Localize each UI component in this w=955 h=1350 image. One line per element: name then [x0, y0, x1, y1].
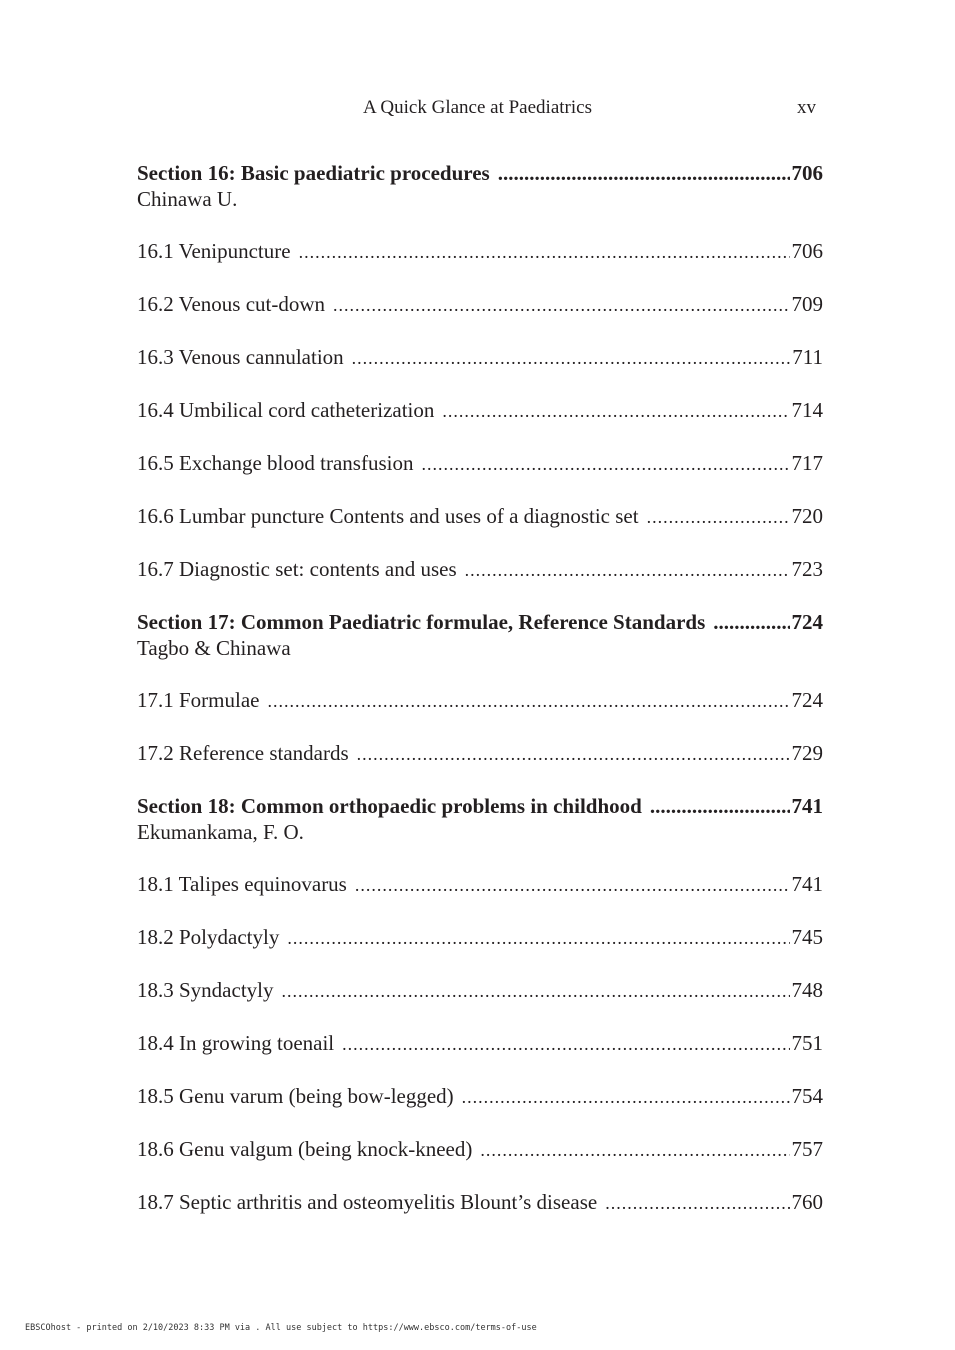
- toc-section: [137, 793, 823, 845]
- toc-entry: [137, 1083, 823, 1110]
- page-number: 717: [791, 451, 823, 475]
- dot-leader: [299, 239, 790, 265]
- toc-row: [137, 977, 823, 1004]
- entry-title: 16.1 Venipuncture: [137, 239, 291, 263]
- toc-entry: [137, 503, 823, 530]
- toc-row: [137, 238, 823, 265]
- section-title: Section 16: Basic paediatric procedures: [137, 161, 490, 185]
- dot-leader: [352, 345, 791, 371]
- page-number: 720: [791, 504, 823, 528]
- dot-leader: [355, 872, 790, 898]
- dot-leader: [421, 451, 789, 477]
- toc-entry: [137, 687, 823, 714]
- footer-notice: EBSCOhost - printed on 2/10/2023 8:33 PM via . All use subject to https://www.ebsco.com/terms-of-use: [25, 1323, 537, 1333]
- section-author: Tagbo & Chinawa: [137, 636, 291, 660]
- running-header-page-number: xv: [797, 97, 816, 118]
- page-number: 711: [792, 345, 823, 369]
- entry-title: 18.2 Polydactyly: [137, 925, 280, 949]
- toc-row: [137, 291, 823, 318]
- page-number: 760: [791, 1190, 823, 1214]
- dot-leader: [442, 398, 789, 424]
- entry-title: 18.5 Genu varum (being bow-legged): [137, 1084, 454, 1108]
- toc-entry: [137, 291, 823, 318]
- dot-leader: [498, 160, 790, 186]
- page-number: 757: [791, 1137, 823, 1161]
- section-title: Section 18: Common orthopaedic problems in childhood: [137, 794, 642, 818]
- page-number: 729: [791, 741, 823, 765]
- toc-entry: [137, 238, 823, 265]
- toc-entry: [137, 1136, 823, 1163]
- entry-title: 16.6 Lumbar puncture Contents and uses of a diagnostic set: [137, 504, 639, 528]
- toc-row: [137, 924, 823, 951]
- dot-leader: [462, 1084, 790, 1110]
- toc-row: [137, 556, 823, 583]
- entry-title: 16.3 Venous cannulation: [137, 345, 344, 369]
- entry-title: 16.4 Umbilical cord catheterization: [137, 398, 435, 422]
- page-number: 706: [791, 239, 823, 263]
- table-of-contents: [137, 160, 823, 1216]
- entry-title: 16.7 Diagnostic set: contents and uses: [137, 557, 457, 581]
- entry-title: 18.7 Septic arthritis and osteomyelitis Blount’s disease: [137, 1190, 598, 1214]
- page-number: 723: [791, 557, 823, 581]
- toc-row: [137, 160, 823, 186]
- toc-row: [137, 450, 823, 477]
- page-number: 754: [791, 1084, 823, 1108]
- entry-title: 17.2 Reference standards: [137, 741, 349, 765]
- entry-title: 16.5 Exchange blood transfusion: [137, 451, 414, 475]
- page-number: 724: [791, 610, 823, 634]
- toc-section: [137, 160, 823, 212]
- page-number: 745: [791, 925, 823, 949]
- toc-row: [137, 397, 823, 424]
- entry-title: 18.6 Genu valgum (being knock-kneed): [137, 1137, 473, 1161]
- dot-leader: [647, 504, 790, 530]
- dot-leader: [465, 557, 790, 583]
- page-number: 706: [791, 161, 823, 185]
- page-number: 724: [791, 688, 823, 712]
- toc-entry: [137, 740, 823, 767]
- toc-entry: [137, 450, 823, 477]
- toc-section: [137, 609, 823, 661]
- toc-entry: [137, 344, 823, 371]
- toc-entry: [137, 1189, 823, 1216]
- entry-title: 18.4 In growing toenail: [137, 1031, 335, 1055]
- dot-leader: [650, 793, 790, 819]
- toc-row: [137, 740, 823, 767]
- toc-entry: [137, 556, 823, 583]
- toc-entry: [137, 397, 823, 424]
- dot-leader: [267, 688, 789, 714]
- toc-row: [137, 871, 823, 898]
- toc-row: [137, 1136, 823, 1163]
- dot-leader: [357, 741, 790, 767]
- toc-entry: [137, 871, 823, 898]
- toc-row: [137, 1189, 823, 1216]
- dot-leader: [342, 1031, 789, 1057]
- dot-leader: [605, 1190, 789, 1216]
- dot-leader: [282, 978, 790, 1004]
- page-number: 709: [791, 292, 823, 316]
- section-author: Ekumankama, F. O.: [137, 820, 304, 844]
- toc-row: [137, 687, 823, 714]
- toc-entry: [137, 924, 823, 951]
- section-author: Chinawa U.: [137, 187, 238, 211]
- dot-leader: [333, 292, 789, 318]
- toc-row: [137, 609, 823, 635]
- entry-title: 18.1 Talipes equinovarus: [137, 872, 347, 896]
- page-number: 751: [791, 1031, 823, 1055]
- page-number: 741: [791, 872, 823, 896]
- entry-title: 17.1 Formulae: [137, 688, 260, 712]
- toc-row: [137, 793, 823, 819]
- toc-entry: [137, 1030, 823, 1057]
- dot-leader: [713, 609, 789, 635]
- dot-leader: [480, 1137, 789, 1163]
- entry-title: 16.2 Venous cut-down: [137, 292, 326, 316]
- running-header-title: A Quick Glance at Paediatrics: [363, 97, 592, 118]
- toc-row: [137, 1083, 823, 1110]
- toc-row: [137, 503, 823, 530]
- dot-leader: [287, 925, 789, 951]
- entry-title: 18.3 Syndactyly: [137, 978, 274, 1002]
- page-number: 714: [791, 398, 823, 422]
- toc-row: [137, 1030, 823, 1057]
- toc-entry: [137, 977, 823, 1004]
- section-title: Section 17: Common Paediatric formulae, Reference Standards: [137, 610, 706, 634]
- page-number: 748: [791, 978, 823, 1002]
- page-number: 741: [791, 794, 823, 818]
- toc-row: [137, 344, 823, 371]
